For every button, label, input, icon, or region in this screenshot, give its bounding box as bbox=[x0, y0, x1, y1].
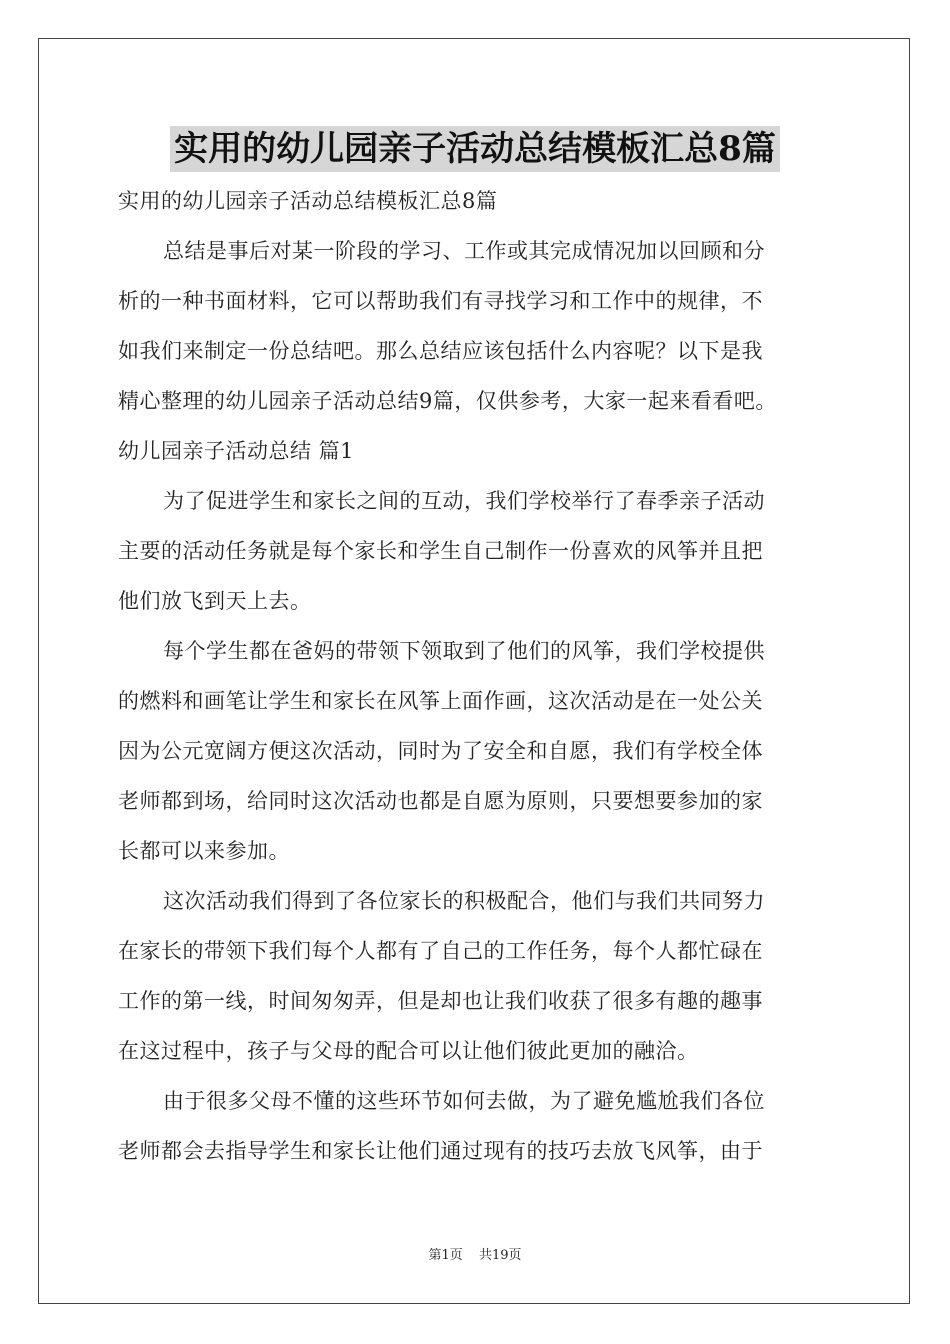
text-line: 他们放飞到天上去。 bbox=[118, 589, 312, 613]
text-line: 实用的幼儿园亲子活动总结模板汇总8篇 bbox=[118, 189, 498, 213]
text-line: 因为公元宽阔方便这次活动，同时为了安全和自愿，我们有学校全体 bbox=[118, 739, 763, 763]
text-line: 工作的第一线，时间匆匆弄，但是却也让我们收获了很多有趣的趣事 bbox=[118, 989, 763, 1013]
text-line: 为了促进学生和家长之间的互动，我们学校举行了春季亲子活动 bbox=[163, 489, 765, 513]
page-number: 第1页 bbox=[428, 1248, 463, 1263]
text-line: 精心整理的幼儿园亲子活动总结9篇，仅供参考，大家一起来看看吧。 bbox=[118, 389, 777, 413]
text-line: 析的一种书面材料，它可以帮助我们有寻找学习和工作中的规律，不 bbox=[118, 289, 763, 313]
page-total: 共19页 bbox=[478, 1248, 522, 1263]
text-line: 在这过程中，孩子与父母的配合可以让他们彼此更加的融洽。 bbox=[118, 1039, 699, 1063]
text-line: 每个学生都在爸妈的带领下领取到了他们的风筝，我们学校提供 bbox=[163, 639, 765, 663]
text-line: 由于很多父母不懂的这些环节如何去做，为了避免尴尬我们各位 bbox=[163, 1089, 765, 1113]
text-line: 这次活动我们得到了各位家长的积极配合，他们与我们共同努力 bbox=[163, 889, 765, 913]
text-line: 在家长的带领下我们每个人都有了自己的工作任务，每个人都忙碌在 bbox=[118, 939, 763, 963]
text-line: 老师都会去指导学生和家长让他们通过现有的技巧去放飞风筝，由于 bbox=[118, 1139, 763, 1163]
text-line: 的燃料和画笔让学生和家长在风筝上面作画，这次活动是在一处公关 bbox=[118, 689, 763, 713]
title-container bbox=[0, 126, 950, 172]
document-body bbox=[118, 176, 838, 1176]
document-title: 实用的幼儿园亲子活动总结模板汇总8篇 bbox=[170, 126, 780, 172]
page-footer bbox=[0, 1244, 950, 1263]
text-line: 如我们来制定一份总结吧。那么总结应该包括什么内容呢？以下是我 bbox=[118, 339, 763, 363]
text-line: 老师都到场，给同时这次活动也都是自愿为原则，只要想要参加的家 bbox=[118, 789, 763, 813]
text-line: 长都可以来参加。 bbox=[118, 839, 290, 863]
text-line: 总结是事后对某一阶段的学习、工作或其完成情况加以回顾和分 bbox=[163, 239, 765, 263]
text-line: 幼儿园亲子活动总结 篇1 bbox=[118, 439, 355, 463]
text-line: 主要的活动任务就是每个家长和学生自己制作一份喜欢的风筝并且把 bbox=[118, 539, 763, 563]
